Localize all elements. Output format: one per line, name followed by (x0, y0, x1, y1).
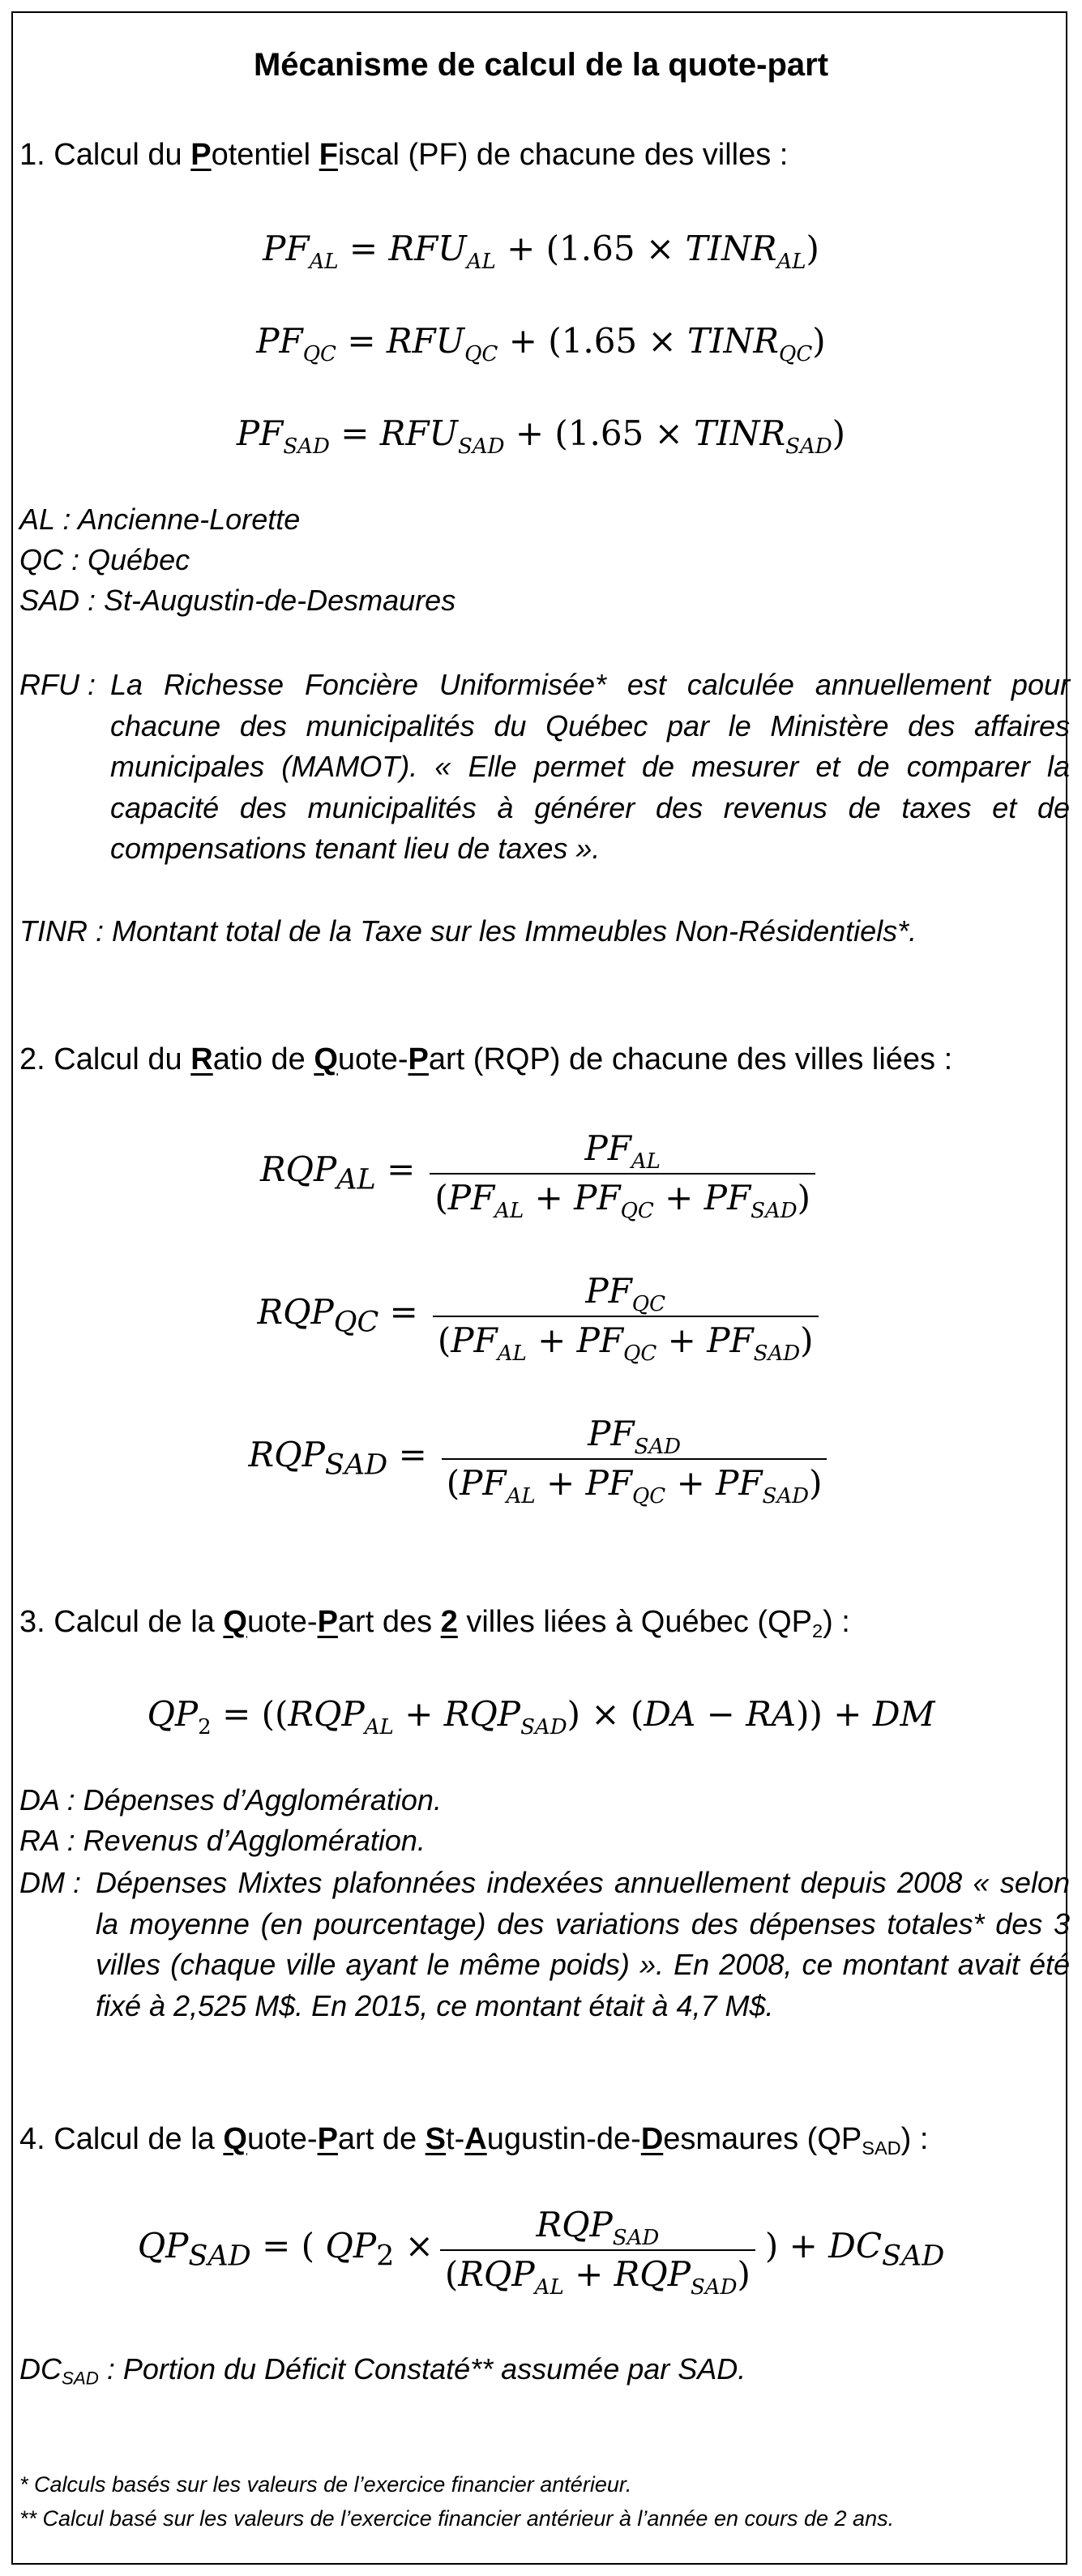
dm-definition (19, 1863, 1070, 2026)
equation-pf-sad: $PF_{SAD} = RFU_{SAD} + (1.65$ × $TINR_{SAD}$) (236, 413, 846, 459)
equation-qp2: $QP_2 = ((RQP_{AL} + RQP_{SAD}) \times (DA - RA))$ + DM (147, 1694, 935, 1739)
section-3-heading: 3. Calcul de la Quote-Part des 2 villes liées à Québec $(QP_2)$ : (19, 1605, 850, 1642)
abbr-qc: QC : Québec (19, 543, 190, 576)
da-definition: DA : Dépenses d’Agglomération. (19, 1783, 442, 1816)
section-4-heading: 4. Calcul de la Quote-Part de St-Augustin-de-Desmaures $(QP_{SAD})$ : (19, 2122, 929, 2159)
rfu-definition (19, 665, 1070, 870)
abbr-al: AL : Ancienne-Lorette (19, 503, 301, 536)
footnote-2: ** Calcul basé sur les valeurs de l’exercice financier antérieur à l’année en cours de 2 ans. (19, 2506, 895, 2531)
equation-qp-sad: $QP_{SAD}$ = ( $QP_2$ × $\frac{RQP_{SAD}}{(RQP_{AL} + RQP_{SAD})}$ ) + $DC_{SAD}$ (137, 2205, 945, 2300)
dc-definition: $DC_{SAD}$ : Portion du Déficit Constaté** assumée par SAD. (19, 2352, 746, 2389)
tinr-definition: TINR : Montant total de la Taxe sur les Immeubles Non-Résidentiels*. (19, 914, 917, 948)
equation-rqp-sad: $RQP_{SAD}$ = $\frac{PF_{SAD}}{(PF_{AL} + PF_{QC} + PF_{SAD})}$ (0, 1414, 1082, 1503)
dm-label: DM : (19, 1866, 81, 1899)
equation-rqp-al: $RQP_{AL}$ = $\frac{PF_{AL}}{(PF_{AL} + PF_{QC} + PF_{SAD})}$ (0, 1128, 1082, 1217)
equation-rqp-qc: $RQP_{QC}$ = $\frac{PF_{QC}}{(PF_{AL} + PF_{QC} + PF_{SAD})}$ (0, 1271, 1082, 1360)
page-title: Mécanisme de calcul de la quote-part (253, 47, 829, 83)
abbr-sad: SAD : St-Augustin-de-Desmaures (19, 584, 456, 617)
equation-pf-al: $PF_{AL} = RFU_{AL} + (1.65$ × $TINR_{AL}$) (263, 229, 819, 274)
equation-pf-qc: $PF_{QC} = RFU_{QC} + (1.65$ × $TINR_{QC}$) (256, 321, 826, 366)
ra-definition: RA : Revenus d’Agglomération. (19, 1824, 426, 1857)
section-2-heading: 2. Calcul du Ratio de Quote-Part (RQP) de chacune des villes liées : (19, 1042, 953, 1076)
rfu-label: RFU : (19, 668, 96, 701)
footnote-1: * Calculs basés sur les valeurs de l’exercice financier antérieur. (19, 2472, 632, 2497)
rfu-text: La Richesse Foncière Uniformisée* est calculée annuellement pour chacune des municipalités du Québec par le Ministère des affaires municipales (MAMOT). « Elle permet de mesurer et de comparer la capacité des municipalités à générer des revenus de taxes et de compensations tenant lieu de taxes ». (110, 668, 1070, 865)
section-1-heading: 1. Calcul du Potentiel Fiscal (PF) de chacune des villes : (19, 138, 789, 172)
dm-text: Dépenses Mixtes plafonnées indexées annuellement depuis 2008 « selon la moyenne (en pourcentage) des variations des dépenses totales* des 3 villes (chaque ville ayant le même poids) ». En 2008, ce montant avait été fixé à 2,525 M$. En 2015, ce montant était à 4,7 M$. (96, 1866, 1070, 2022)
